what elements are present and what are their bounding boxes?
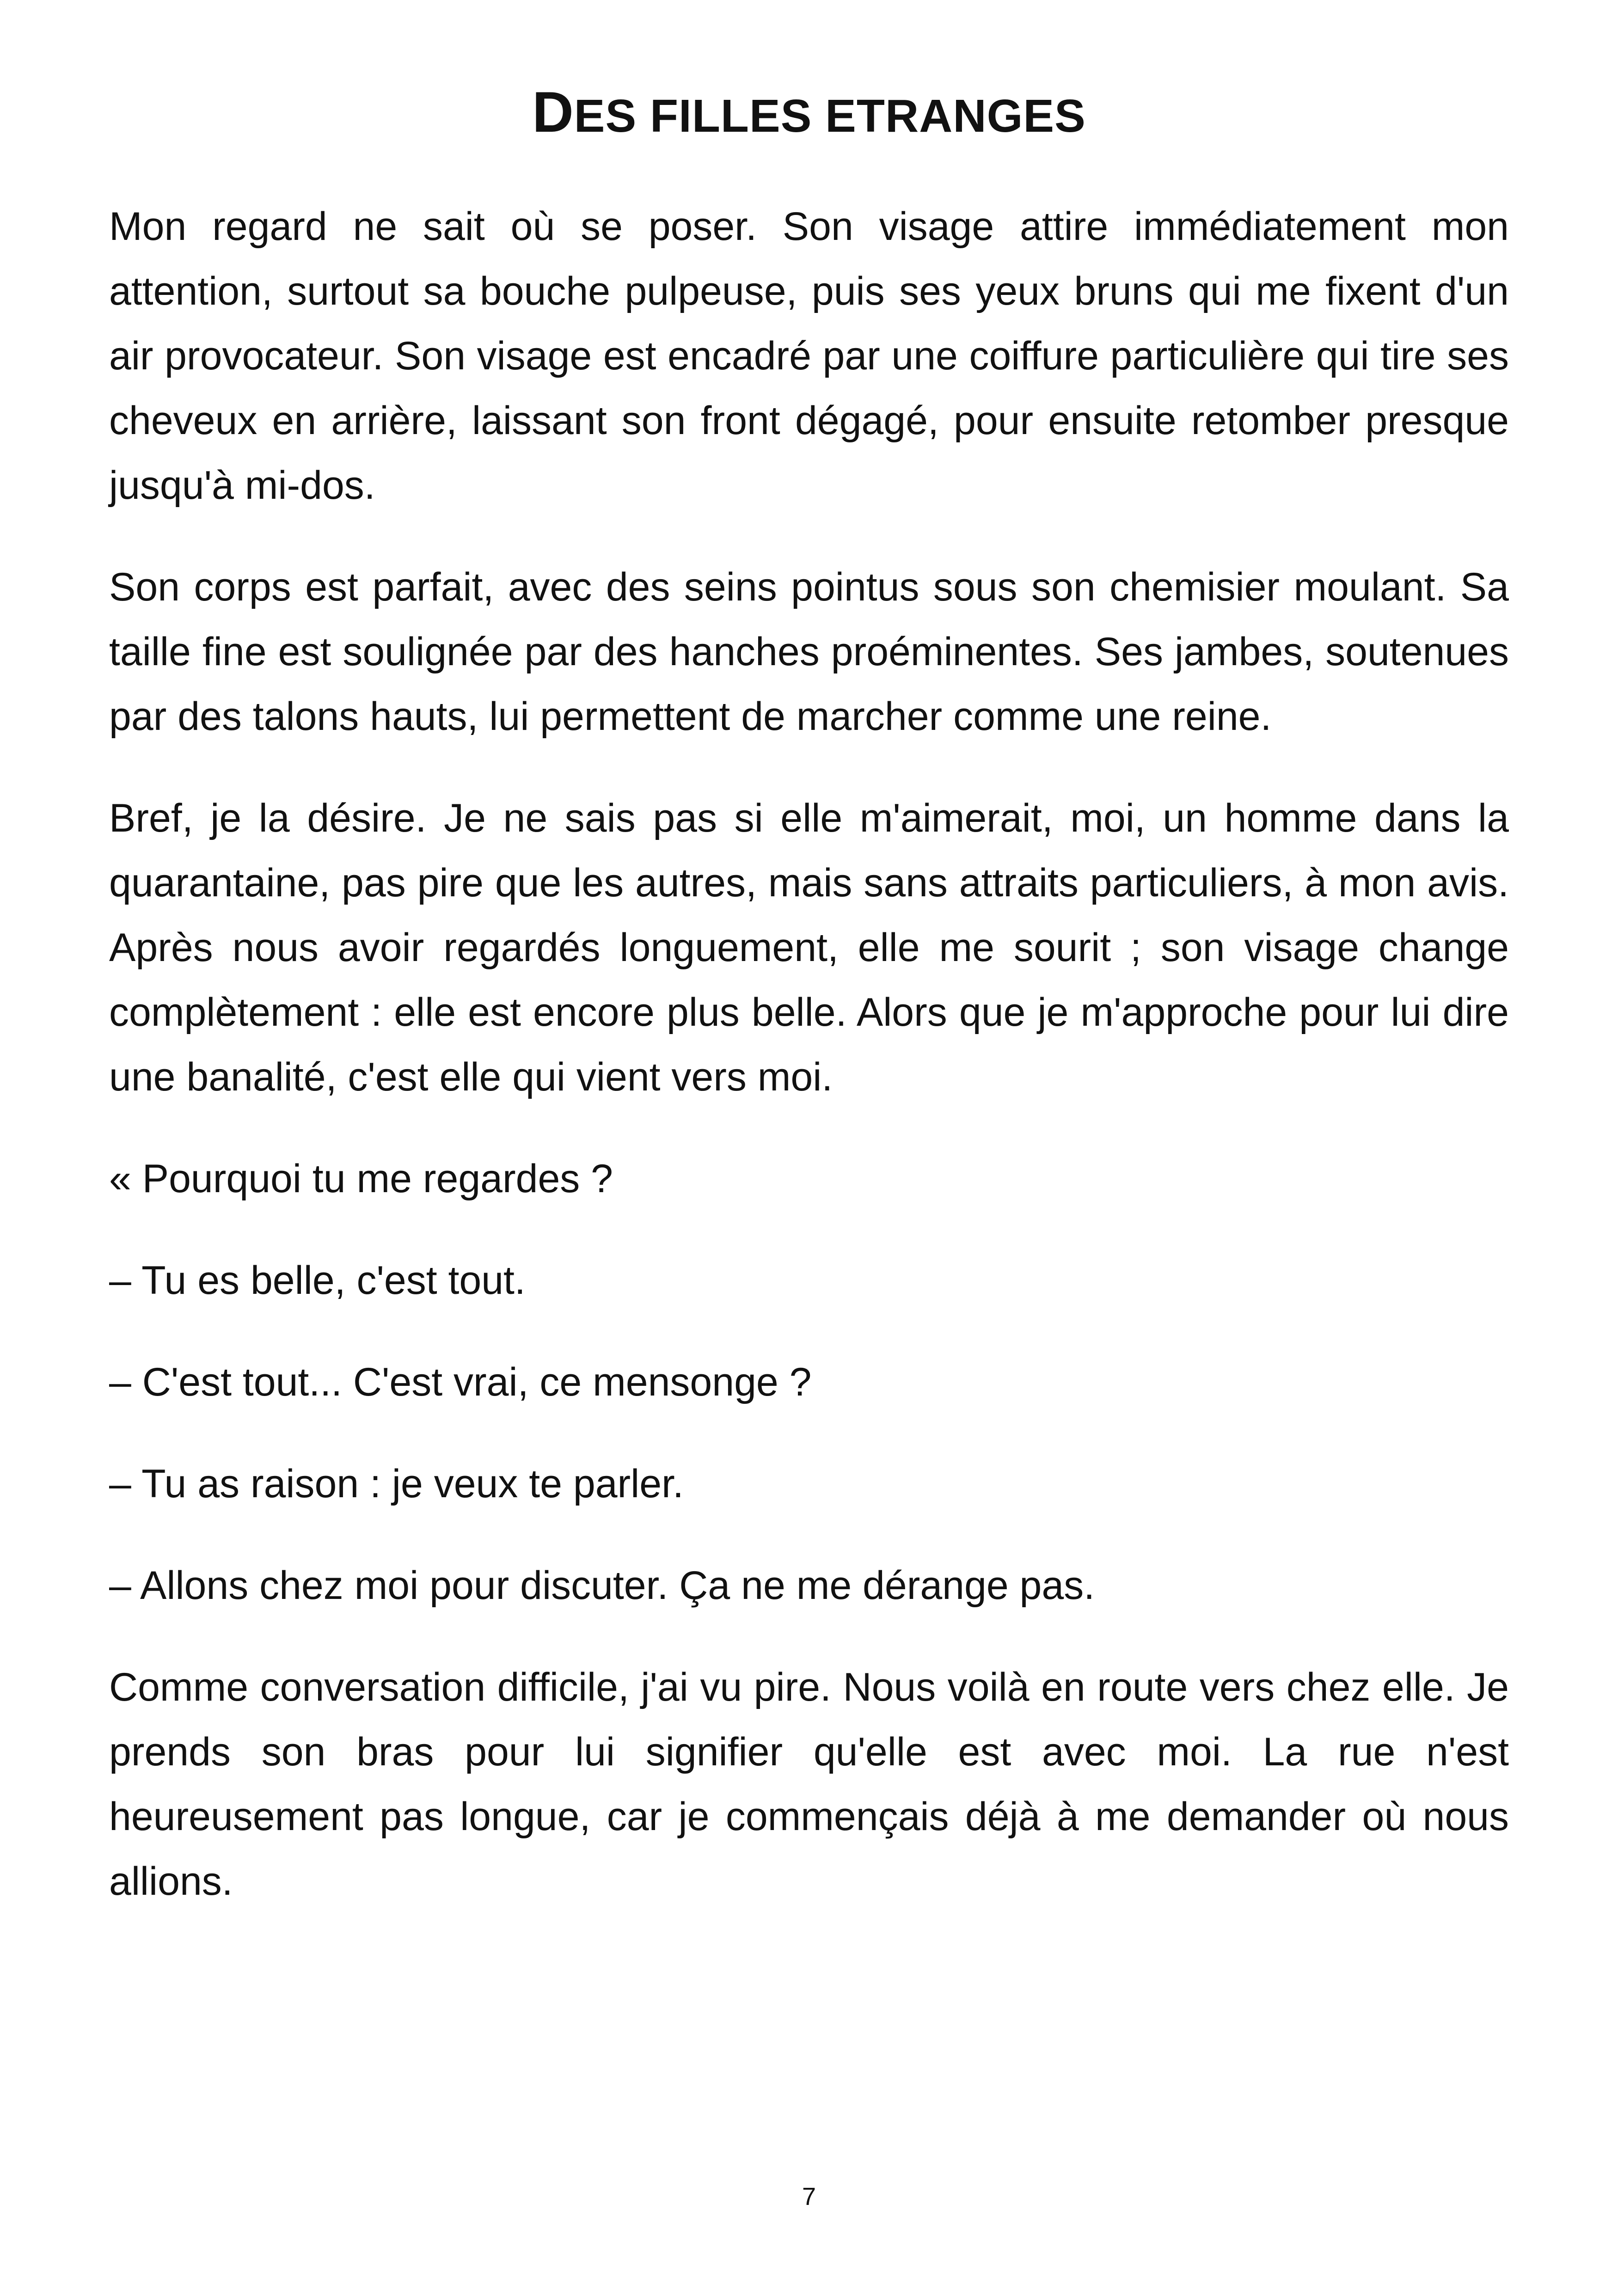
dialogue-line-5: – Allons chez moi pour discuter. Ça ne me dérange pas. [109,1563,1095,1608]
paragraph-2: Son corps est parfait, avec des seins pointus sous son chemisier moulant. Sa taille fine est soulignée par des hanches proéminentes. Ses jambes, soutenues par des talons hauts, lui permettent de marcher comme une reine. [109,565,1509,739]
paragraph-3: Bref, je la désire. Je ne sais pas si elle m'aimerait, moi, un homme dans la quarantaine, pas pire que les autres, mais sans attraits particuliers, à mon avis. Après nous avoir regardés longuement, elle me sourit ; son visage change complètement : elle est encore plus belle. Alors que je m'approche pour lui dire une banalité, c'est elle qui vient vers moi. [109,796,1509,1099]
paragraph-1: Mon regard ne sait où se poser. Son visage attire immédiatement mon attention, surtout sa bouche pulpeuse, puis ses yeux bruns qui me fixent d'un air provocateur. Son visage est encadré par une coiffure particulière qui tire ses cheveux en arrière, laissant son front dégagé, pour ensuite retomber presque jusqu'à mi-dos. [109,204,1509,508]
dialogue-line-2: – Tu es belle, c'est tout. [109,1258,526,1303]
chapter-title-first-word-rest: ES [574,90,637,142]
chapter-title-initial: D [532,80,574,144]
dialogue-line-4: – Tu as raison : je veux te parler. [109,1462,684,1506]
body-text [109,194,1509,1951]
chapter-title [0,78,1618,151]
dialogue-line-1: « Pourquoi tu me regardes ? [109,1157,613,1201]
dialogue-line-3: – C'est tout... C'est vrai, ce mensonge ? [109,1360,812,1404]
chapter-title-rest: FILLES ETRANGES [637,90,1086,142]
paragraph-4: Comme conversation difficile, j'ai vu pire. Nous voilà en route vers chez elle. Je prends son bras pour lui signifier qu'elle est avec moi. La rue n'est heureusement pas longue, car je commençais déjà à me demander où nous allions. [109,1665,1509,1904]
page-number: 7 [802,2183,816,2210]
